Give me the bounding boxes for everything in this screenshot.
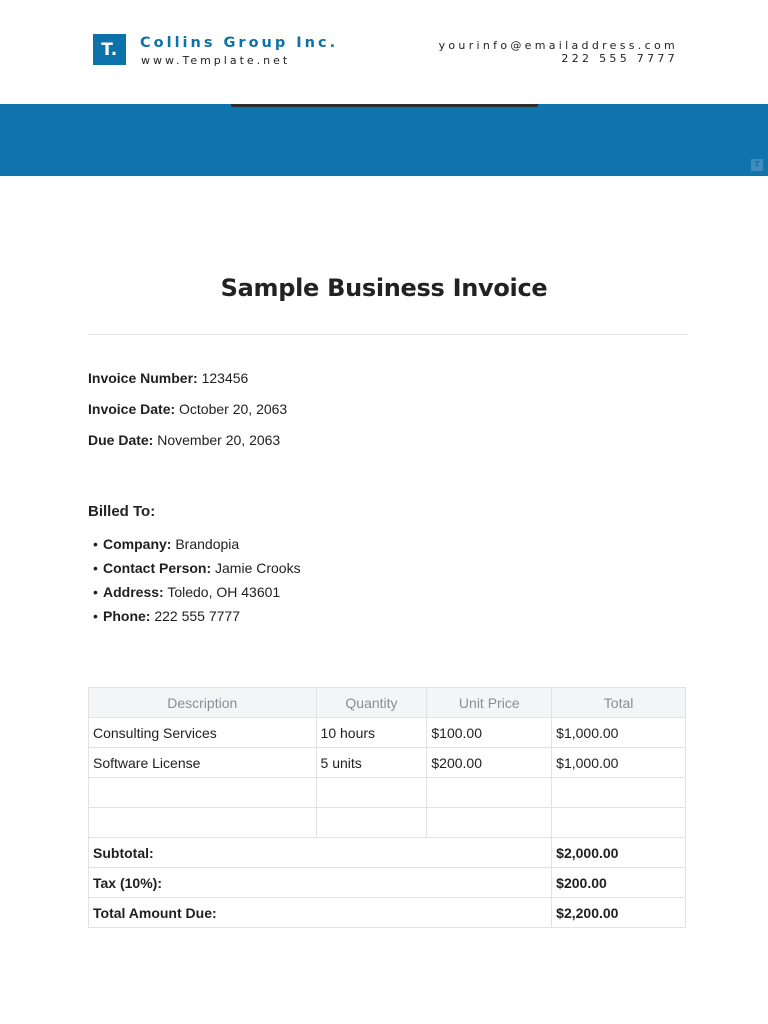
column-header: Total [552, 688, 686, 718]
bullet-icon: • [93, 536, 98, 552]
table-cell: Consulting Services [89, 718, 317, 748]
table-cell [552, 778, 686, 808]
table-cell [552, 808, 686, 838]
table-cell [89, 778, 317, 808]
list-item [88, 582, 301, 606]
billed-label: Company: [103, 536, 172, 552]
due-date [88, 432, 280, 448]
document-title: Sample Business Invoice [220, 274, 548, 302]
invoice-number-value: 123456 [201, 370, 249, 386]
subtotal-label: Subtotal: [89, 838, 552, 868]
template-mark-icon: T [751, 159, 763, 171]
table-header-row [89, 688, 686, 718]
company-phone: 222 555 7777 [561, 52, 678, 65]
table-row [89, 778, 686, 808]
billed-label: Phone: [103, 608, 151, 624]
table-cell [427, 778, 552, 808]
invoice-number [88, 370, 248, 386]
total-label: Total Amount Due: [89, 898, 552, 928]
column-header: Description [89, 688, 317, 718]
table-row [89, 718, 686, 748]
table-row [89, 748, 686, 778]
billed-label: Contact Person: [103, 560, 212, 576]
logo-icon: T. [93, 34, 126, 65]
due-date-value: November 20, 2063 [157, 432, 281, 448]
column-header: Unit Price [427, 688, 552, 718]
list-item [88, 606, 301, 630]
due-date-label: Due Date: [88, 432, 154, 448]
invoice-date [88, 401, 287, 417]
company-name: Collins Group Inc. [140, 35, 339, 51]
billed-to-list [88, 534, 301, 630]
table-cell: $1,000.00 [552, 718, 686, 748]
column-header: Quantity [316, 688, 427, 718]
table-cell: $200.00 [427, 748, 552, 778]
invoice-number-label: Invoice Number: [88, 370, 198, 386]
subtotal-row [89, 838, 686, 868]
table-cell [316, 778, 427, 808]
table-cell: $1,000.00 [552, 748, 686, 778]
tax-value: $200.00 [552, 868, 686, 898]
bullet-icon: • [93, 584, 98, 600]
billed-value: Brandopia [175, 536, 240, 552]
bullet-icon: • [93, 560, 98, 576]
table-row [89, 808, 686, 838]
table-cell [89, 808, 317, 838]
list-item [88, 534, 301, 558]
billed-value: 222 555 7777 [154, 608, 240, 624]
title-divider [88, 334, 688, 335]
bullet-icon: • [93, 608, 98, 624]
total-value: $2,200.00 [552, 898, 686, 928]
invoice-date-value: October 20, 2063 [179, 401, 288, 417]
table-cell: 5 units [316, 748, 427, 778]
billed-to-heading: Billed To: [88, 503, 156, 520]
tax-row [89, 868, 686, 898]
subtotal-value: $2,000.00 [552, 838, 686, 868]
banner-divider [231, 104, 538, 107]
billed-value: Jamie Crooks [215, 560, 301, 576]
table-cell: Software License [89, 748, 317, 778]
total-row [89, 898, 686, 928]
list-item [88, 558, 301, 582]
header-banner [0, 104, 768, 176]
table-cell [427, 808, 552, 838]
billed-value: Toledo, OH 43601 [167, 584, 281, 600]
table-cell: $100.00 [427, 718, 552, 748]
billed-label: Address: [103, 584, 164, 600]
company-website: www.Template.net [141, 54, 291, 67]
invoice-date-label: Invoice Date: [88, 401, 176, 417]
page-header [0, 0, 768, 104]
company-email: yourinfo@emailaddress.com [438, 39, 678, 52]
table-cell [316, 808, 427, 838]
table-cell: 10 hours [316, 718, 427, 748]
tax-label: Tax (10%): [89, 868, 552, 898]
invoice-table [88, 687, 686, 928]
